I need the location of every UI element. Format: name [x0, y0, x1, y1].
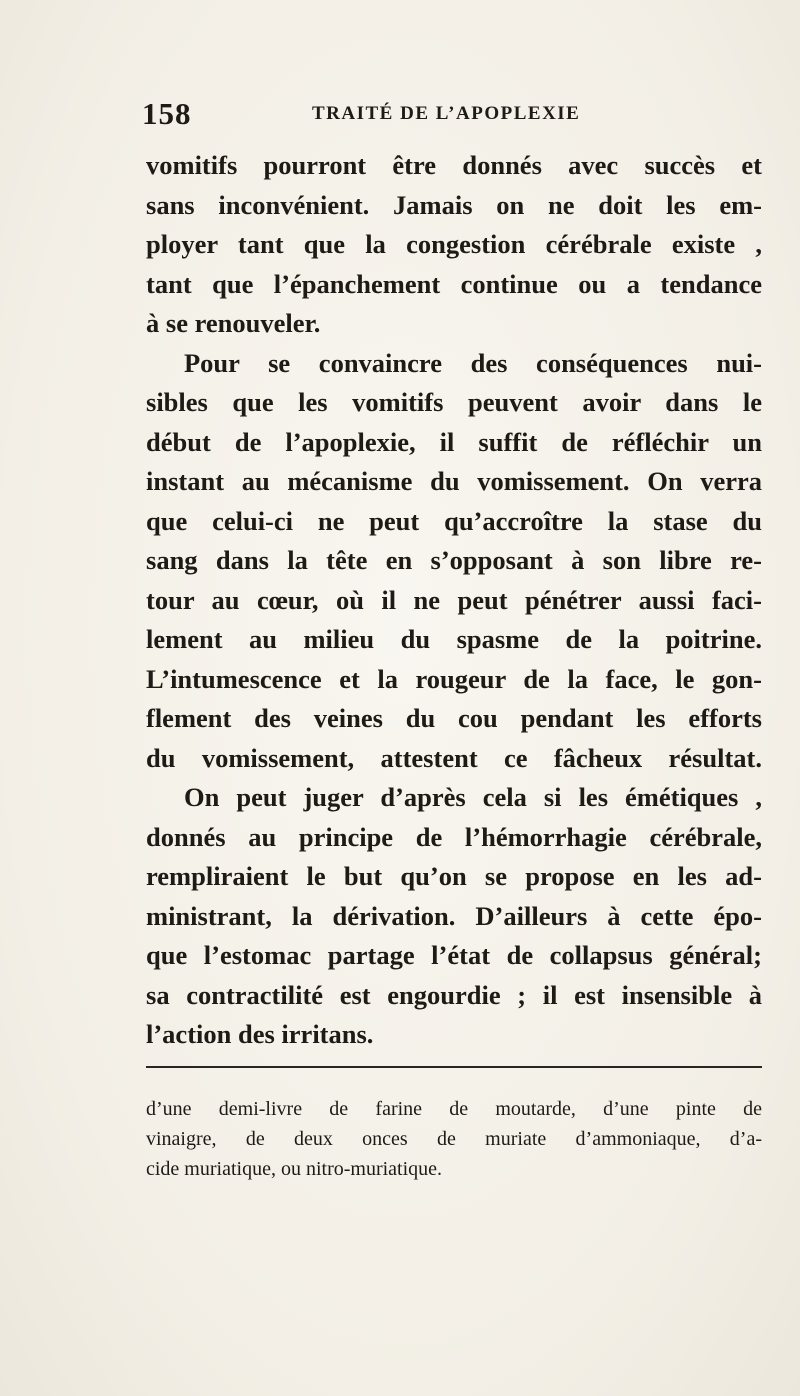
body-line: instant au mécanisme du vomissement. On verra — [146, 466, 762, 496]
body-line: tant que l’épanchement continue ou a tendance — [146, 268, 762, 299]
body-line: flement des veines du cou pendant les efforts — [146, 703, 762, 733]
body-line: lement au milieu du spasme de la poitrine. — [146, 624, 762, 654]
footnote — [146, 1094, 762, 1184]
page-number: 158 — [142, 96, 192, 131]
body-line: du vomissement, attestent ce fâcheux résultat. — [146, 742, 762, 773]
page-header — [142, 96, 762, 136]
paragraph-start-line: On peut juger d’après cela si les émétiques , — [184, 782, 762, 812]
footnote-line: cide muriatique, ou nitro-muriatique. — [146, 1158, 443, 1180]
body-line: sang dans la tête en s’opposant à son libre re- — [146, 545, 762, 575]
body-line: à se renouveler. — [146, 308, 321, 338]
body-line: début de l’apoplexie, il suffit de réfléchir un — [146, 426, 762, 457]
footnote-line: vinaigre, de deux onces de muriate d’ammoniaque, d’a- — [146, 1128, 762, 1150]
body-line: ployer tant que la congestion cérébrale existe , — [146, 229, 762, 259]
footnote-divider — [146, 1066, 762, 1068]
body-line: que l’estomac partage l’état de collapsus général; — [146, 940, 762, 970]
body-line: sans inconvénient. Jamais on ne doit les em- — [146, 189, 762, 220]
body-line: rempliraient le but qu’on se propose en les ad- — [146, 861, 762, 891]
body-line: tour au cœur, où il ne peut pénétrer aussi faci- — [146, 584, 762, 615]
body-line: que celui-ci ne peut qu’accroître la stase du — [146, 505, 762, 536]
body-line: ministrant, la dérivation. D’ailleurs à cette épo- — [146, 900, 762, 931]
running-title: TRAITÉ DE L’APOPLEXIE — [312, 103, 581, 124]
body-line: L’intumescence et la rougeur de la face, le gon- — [146, 663, 762, 694]
paragraph-start-line: Pour se convaincre des conséquences nui- — [184, 347, 762, 378]
body-line: sa contractilité est engourdie ; il est insensible à — [146, 979, 762, 1010]
body-line: sibles que les vomitifs peuvent avoir dans le — [146, 387, 762, 417]
body-line: l’action des irritans. — [146, 1019, 374, 1049]
body-text — [146, 146, 762, 1055]
body-line: donnés au principe de l’hémorrhagie cérébrale, — [146, 821, 762, 852]
footnote-line: d’une demi-livre de farine de moutarde, d’une pinte de — [146, 1098, 762, 1120]
body-line: vomitifs pourront être donnés avec succès et — [146, 150, 762, 180]
